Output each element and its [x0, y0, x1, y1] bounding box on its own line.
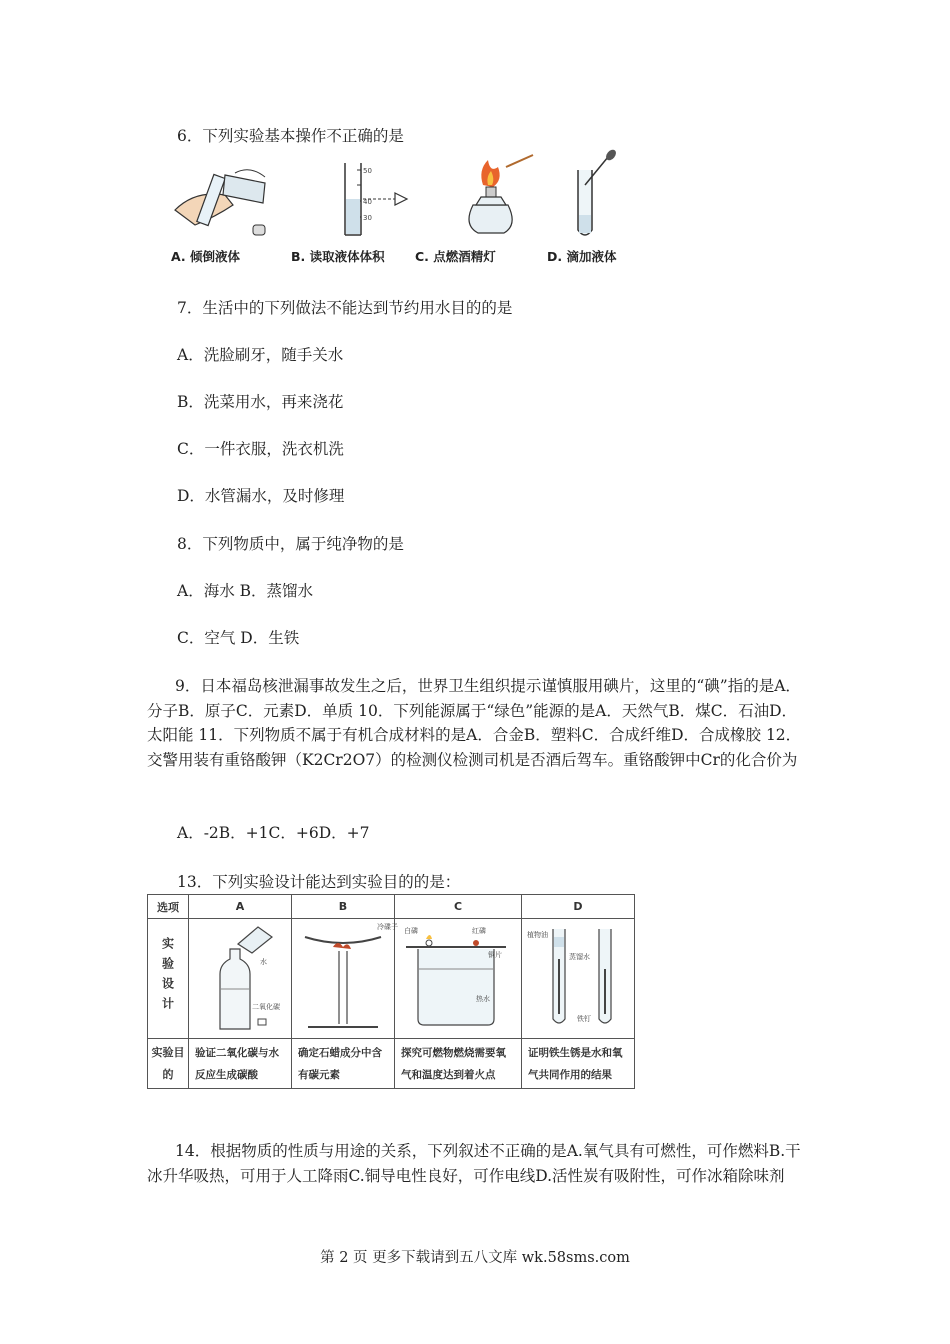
label-distilled-water: 蒸馏水	[569, 953, 590, 961]
q7-option-d: D．水管漏水，及时修理	[177, 487, 345, 505]
purpose-b: 确定石蜡成分中含有碳元素	[292, 1039, 395, 1089]
co2-bottle-illustration	[190, 919, 290, 1035]
column-header-a: A	[189, 895, 292, 919]
label-hot-water: 热水	[476, 995, 490, 1003]
q13-table	[147, 894, 635, 1089]
label-water: 水	[260, 958, 267, 966]
pouring-liquid-illustration	[165, 155, 285, 245]
column-header-c: C	[395, 895, 522, 919]
label-cold-dish: 冷碟子	[377, 923, 398, 931]
label-red-phosphorus: 红磷	[472, 927, 486, 935]
alcohol-lamp-illustration	[448, 155, 538, 245]
q6-option-c: C. 点燃酒精灯	[415, 249, 496, 264]
scale-mark: 50	[363, 167, 372, 175]
column-header-b: B	[292, 895, 395, 919]
label-white-phosphorus: 白磷	[404, 927, 418, 935]
scale-mark: 40	[363, 198, 372, 206]
q14-paragraph: 14．根据物质的性质与用途的关系，下列叙述不正确的是A.氧气具有可燃性，可作燃料B.干冰升华吸热，可用于人工降雨C.铜导电性良好，可作电线D.活性炭有吸附性，可作冰箱除味剂	[147, 1142, 801, 1185]
q6-figure	[163, 155, 633, 270]
label-vegetable-oil: 植物油	[527, 931, 548, 939]
q8-options-ab: A．海水 B．蒸馏水	[177, 582, 314, 600]
phosphorus-beaker-illustration	[396, 919, 520, 1035]
scale-mark: 30	[363, 214, 372, 222]
iron-rust-tubes-illustration	[523, 919, 633, 1035]
purpose-d: 证明铁生锈是水和氧气共同作用的结果	[522, 1039, 635, 1089]
q6-option-b: B. 读取液体体积	[291, 249, 385, 264]
candle-dish-illustration	[293, 919, 398, 1035]
q12-options: A．-2B．+1C．+6D．+7	[177, 824, 370, 842]
row-label-design: 实验设计	[160, 937, 175, 1017]
label-copper: 铜片	[488, 951, 502, 959]
purpose-c: 探究可燃物燃烧需要氧气和温度达到着火点	[395, 1039, 522, 1089]
q7-stem: 7．生活中的下列做法不能达到节约用水目的的是	[177, 299, 513, 317]
q9-12-paragraph: 9．日本福岛核泄漏事故发生之后，世界卫生组织提示谨慎服用碘片，这里的“碘”指的是A．分子B．原子C．元素D．单质 10．下列能源属于“绿色”能源的是A．天然气B．煤C．石油D．太阳能 11．下列物质不属于有机合成材料的是A．合金B．塑料C．合成纤维D．合成橡胶 12．交警用装有重铬酸钾（K2Cr2O7）的检测仪检测司机是否酒后驾车。重铬酸钾中Cr的化合价为	[147, 677, 802, 769]
q6-stem: 6．下列实验基本操作不正确的是	[177, 127, 404, 145]
page-footer: 第 2 页 更多下载请到五八文库 wk.58sms.com	[320, 1250, 630, 1266]
q7-option-c: C．一件衣服，洗衣机洗	[177, 440, 344, 458]
q6-option-a: A. 倾倒液体	[171, 249, 241, 264]
eye-icon	[395, 193, 407, 205]
q13-stem: 13．下列实验设计能达到实验目的的是：	[177, 873, 461, 891]
dropper-test-tube-illustration	[563, 155, 633, 245]
column-header-d: D	[522, 895, 635, 919]
q8-options-cd: C．空气 D．生铁	[177, 629, 300, 647]
header-option: 选项	[148, 895, 189, 919]
row-label-purpose: 实验目的	[148, 1039, 189, 1089]
label-iron-nail: 铁钉	[577, 1015, 591, 1023]
q7-option-b: B．洗菜用水，再来浇花	[177, 393, 344, 411]
q6-option-d: D. 滴加液体	[547, 249, 617, 264]
purpose-a: 验证二氧化碳与水反应生成碳酸	[189, 1039, 292, 1089]
q7-option-a: A．洗脸刷牙，随手关水	[177, 346, 344, 364]
graduated-cylinder-illustration	[323, 155, 413, 245]
q8-stem: 8．下列物质中，属于纯净物的是	[177, 535, 404, 553]
label-co2: 二氧化碳	[252, 1003, 280, 1011]
